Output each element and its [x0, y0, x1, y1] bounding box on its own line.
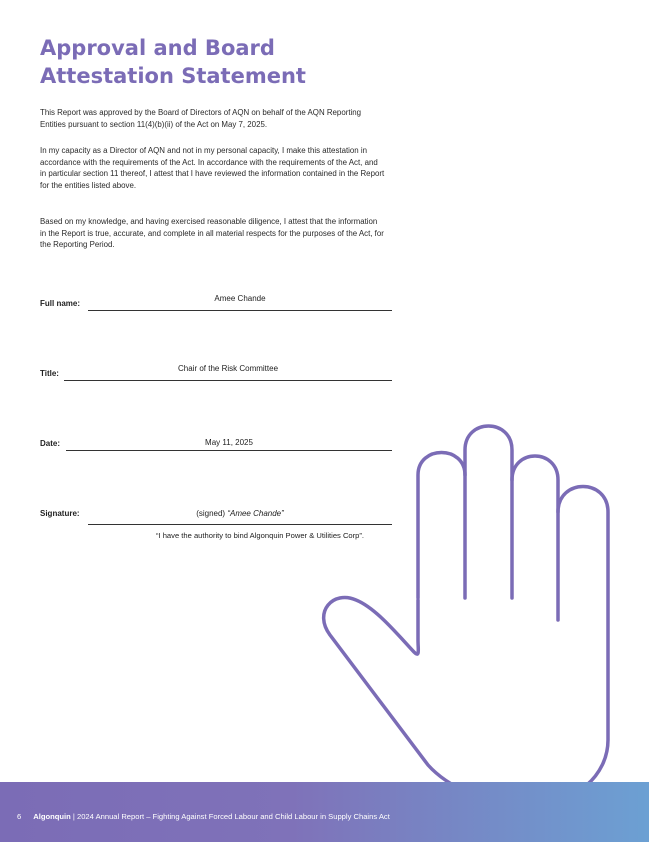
- capacity-paragraph: In my capacity as a Director of AQN and not in my personal capacity, I make this attestation in accordance with the requirements of the Act. In accordance with the requirements of the Act, and in particular section 11 thereof, I attest that I have reviewed the information contained in the Report for the entities listed above.: [40, 146, 385, 190]
- title-line: [64, 380, 392, 381]
- footer: [17, 812, 390, 821]
- full-name-label: Full name:: [40, 299, 81, 308]
- date-value: May 11, 2025: [205, 438, 253, 447]
- full-name-line: [88, 310, 392, 311]
- title-value: Chair of the Risk Committee: [177, 364, 279, 373]
- signature-prefix: (signed): [196, 509, 228, 518]
- full-name-value: Amee Chande: [214, 294, 266, 303]
- date-label: Date:: [40, 439, 61, 448]
- signature-label: Signature:: [40, 509, 80, 518]
- page-title: Approval and Board Attestation Statement: [40, 36, 306, 88]
- footer-report-title: 2024 Annual Report – Fighting Against Forced Labour and Child Labour in Supply Chains Act: [76, 812, 390, 821]
- knowledge-paragraph: Based on my knowledge, and having exercised reasonable diligence, I attest that the information in the Report is true, accurate, and complete in all material respects for the purposes of the Act, for the Reporting Period.: [40, 217, 384, 250]
- footer-brand: Algonquin: [33, 812, 71, 821]
- page-number: 6: [17, 812, 22, 821]
- title-label: Title:: [40, 369, 59, 378]
- signature-name: “Amee Chande”: [227, 509, 284, 518]
- approval-paragraph: This Report was approved by the Board of Directors of AQN on behalf of the AQN Reporting Entities pursuant to section 11(4)(b)(ii) of the Act on May 7, 2025.: [40, 108, 362, 129]
- hand-icon: [318, 420, 618, 820]
- footer-separator: |: [70, 812, 77, 821]
- authority-note: “I have the authority to bind Algonquin Power & Utilities Corp”.: [155, 531, 365, 540]
